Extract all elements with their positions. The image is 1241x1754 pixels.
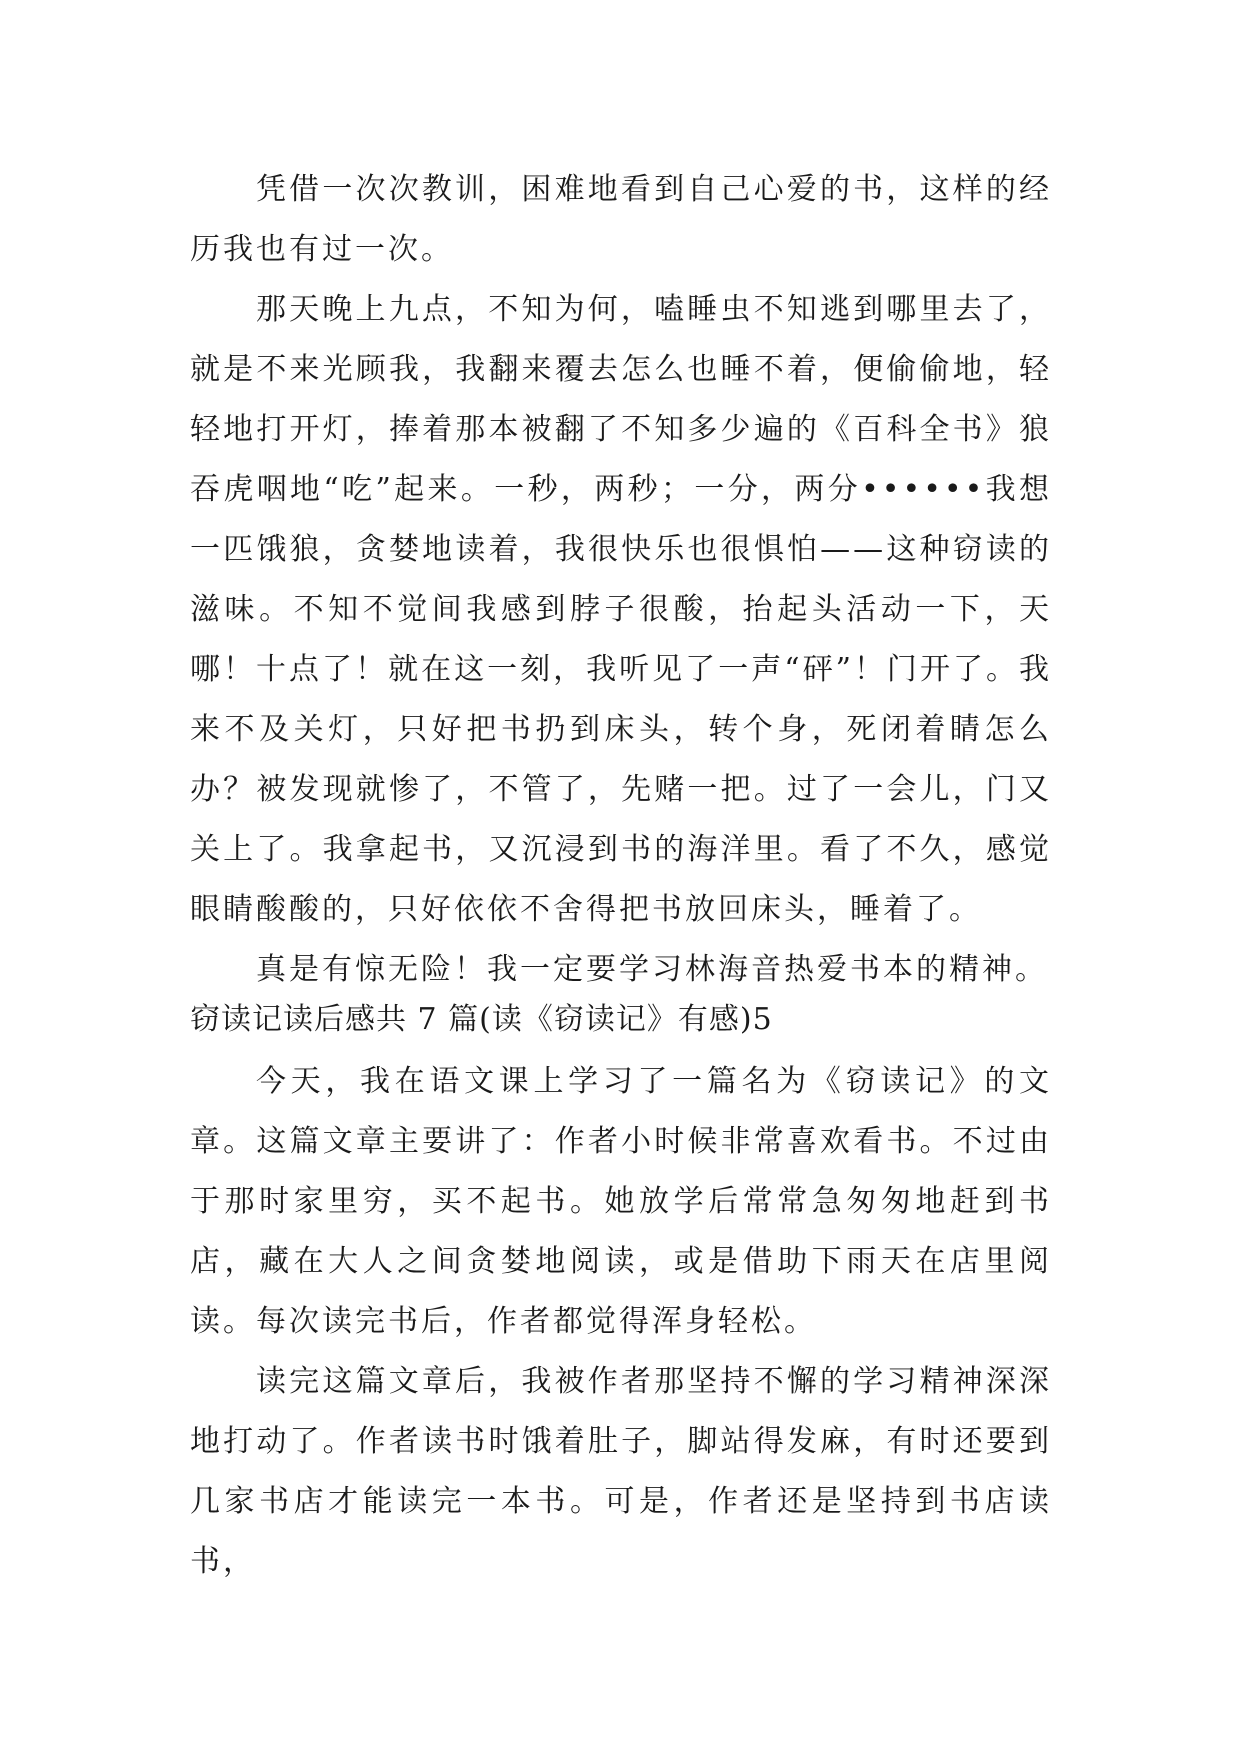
paragraph-4: 今天，我在语文课上学习了一篇名为《窃读记》的文章。这篇文章主要讲了：作者小时候非常喜欢看书。不过由于那时家里穷，买不起书。她放学后常常急匆匆地赶到书店，藏在大人之间贪婪地阅读，或是借助下雨天在店里阅读。每次读完书后，作者都觉得浑身轻松。 — [190, 1064, 1052, 1339]
section-heading: 窃读记读后感共 7 篇(读《窃读记》有感)5 — [190, 1002, 773, 1037]
paragraph-1: 凭借一次次教训，困难地看到自己心爱的书，这样的经历我也有过一次。 — [190, 172, 1052, 267]
paragraph-3: 真是有惊无险！我一定要学习林海音热爱书本的精神。 — [256, 952, 1048, 987]
paragraph-5: 读完这篇文章后，我被作者那坚持不懈的学习精神深深地打动了。作者读书时饿着肚子，脚站得发麻，有时还要到几家书店才能读完一本书。可是，作者还是坚持到书店读书， — [190, 1364, 1052, 1579]
paragraph-2: 那天晚上九点，不知为何，嗑睡虫不知逃到哪里去了，就是不来光顾我，我翻来覆去怎么也睡不着，便偷偷地，轻轻地打开灯，捧着那本被翻了不知多少遍的《百科全书》狼吞虎咽地“吃”起来。一秒，两秒；一分，两分••••••我想一匹饿狼，贪婪地读着，我很快乐也很惧怕——这种窃读的滋味。不知不觉间我感到脖子很酸，抬起头活动一下，天哪！十点了！就在这一刻，我听见了一声“砰”！门开了。我来不及关灯，只好把书扔到床头，转个身，死闭着睛怎么办？被发现就惨了，不管了，先赌一把。过了一会儿，门又关上了。我拿起书，又沉浸到书的海洋里。看了不久，感觉眼睛酸酸的，只好依依不舍得把书放回床头，睡着了。 — [190, 292, 1052, 927]
document-page — [190, 160, 1052, 1592]
